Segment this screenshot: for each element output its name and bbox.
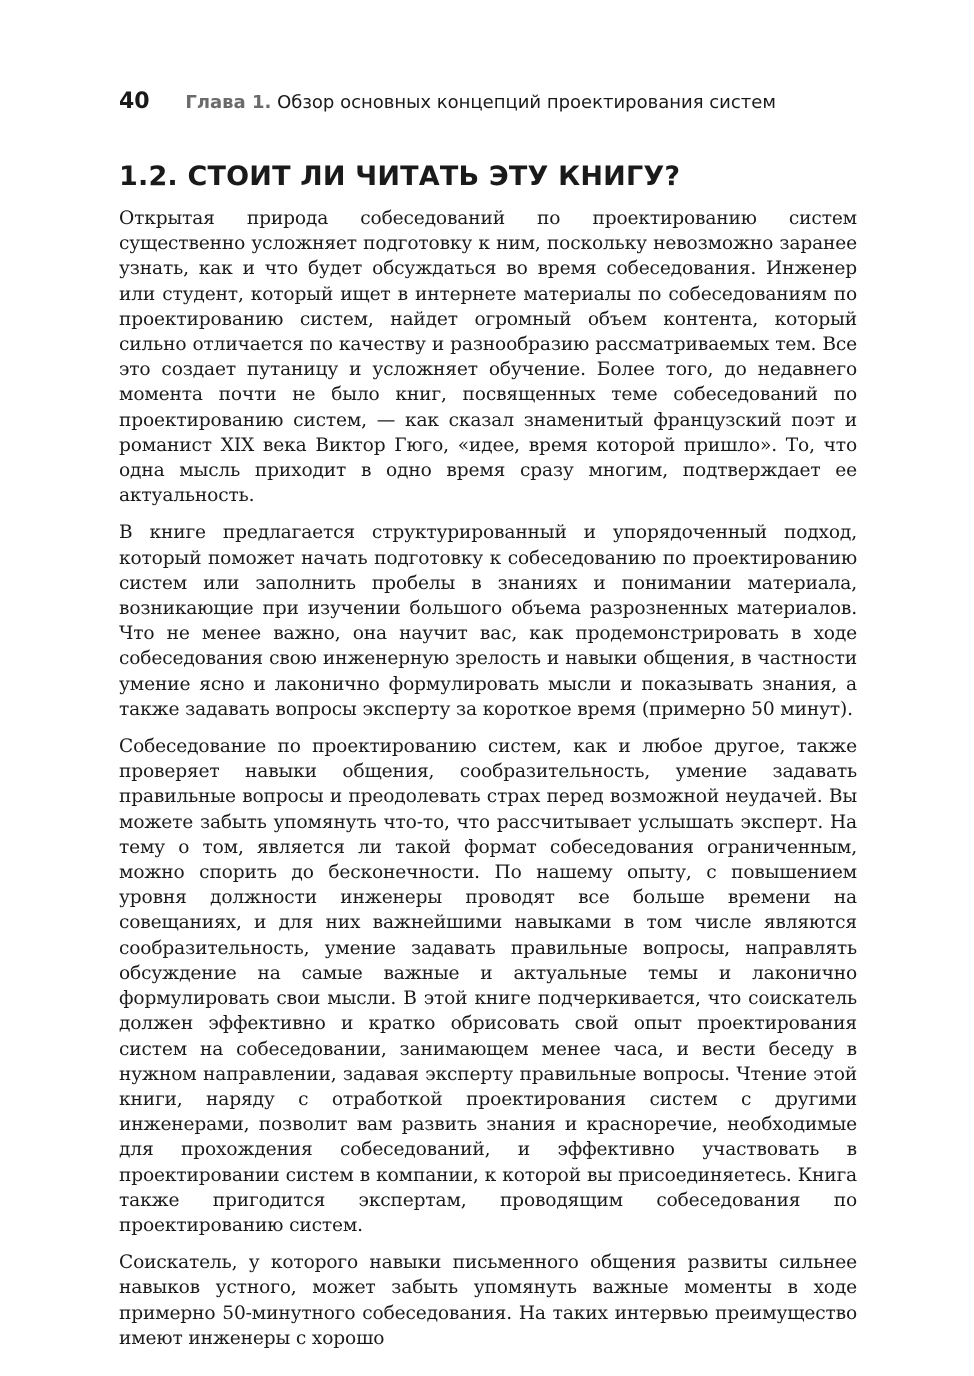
body-paragraph: В книге предлагается структурированный и упорядоченный подход, который поможет начать подготовку к собеседованию по проектированию систем или заполнить пробелы в знаниях и понимании материала, возникающие при изучении большого объема разрозненных материалов. Что не менее важно, она научит вас, как продемонстрировать в ходе собеседования свою инженерную зрелость и навыки общения, в частности умение ясно и лаконично формулировать мысли и показывать знания, а также задавать вопросы эксперту за короткое время (примерно 50 минут).	[119, 522, 857, 720]
body-paragraph: Открытая природа собеседований по проектированию систем существенно усложняет подготовку к ним, поскольку невозможно заранее узнать, как и что будет обсуждаться во время собеседования. Инженер или студент, который ищет в интернете материалы по собеседованиям по проектированию систем, найдет огромный объем контента, который сильно отличается по качеству и разнообразию рассматриваемых тем. Все это создает путаницу и усложняет обучение. Более того, до недавнего момента почти не было книг, посвященных теме собеседований по проектированию систем, — как сказал знаменитый французский поэт и романист XIX века Виктор Гюго, «идее, время которой пришло». То, что одна мысль приходит в одно время сразу многим, подтверждает ее актуальность.	[119, 208, 857, 507]
page-number: 40	[119, 89, 150, 114]
body-paragraph: Собеседование по проектированию систем, как и любое другое, также проверяет навыки общения, сообразительность, умение задавать правильные вопросы и преодолевать страх перед возможной неудачей. Вы можете забыть упомянуть что-то, что рассчитывает услышать эксперт. На тему о том, является ли такой формат собеседования ограниченным, можно спорить до бесконечности. По нашему опыту, с повышением уровня должности инженеры проводят все больше времени на совещаниях, и для них важнейшими навыками в том числе являются сообразительность, умение задавать правильные вопросы, направлять обсуждение на самые важные и актуальные темы и лаконично формулировать свои мысли. В этой книге подчеркивается, что соискатель должен эффективно и кратко обрисовать свой опыт проектирования систем на собеседовании, занимающем менее часа, и вести беседу в нужном направлении, задавая эксперту правильные вопросы. Чтение этой книги, наряду с отработкой проектирования систем с другими инженерами, позволит вам развить знания и красноречие, необходимые для прохождения собеседований, и эффективно участвовать в проектировании систем в компании, к которой вы присоединяетесь. Книга также пригодится экспертам, проводящим собеседования по проектированию систем.	[119, 736, 857, 1236]
chapter-label: Глава 1.	[185, 92, 272, 113]
book-page	[119, 86, 857, 1363]
body-paragraph: Соискатель, у которого навыки письменного общения развиты сильнее навыков устного, может забыть упомянуть важные моменты в ходе примерно 50-минутного собеседования. На таких интервью преимущество имеют инженеры с хорошо	[119, 1252, 857, 1349]
section-heading: 1.2. СТОИТ ЛИ ЧИТАТЬ ЭТУ КНИГУ?	[119, 161, 681, 192]
chapter-title: Обзор основных концепций проектирования систем	[277, 92, 776, 113]
running-header	[119, 86, 857, 118]
